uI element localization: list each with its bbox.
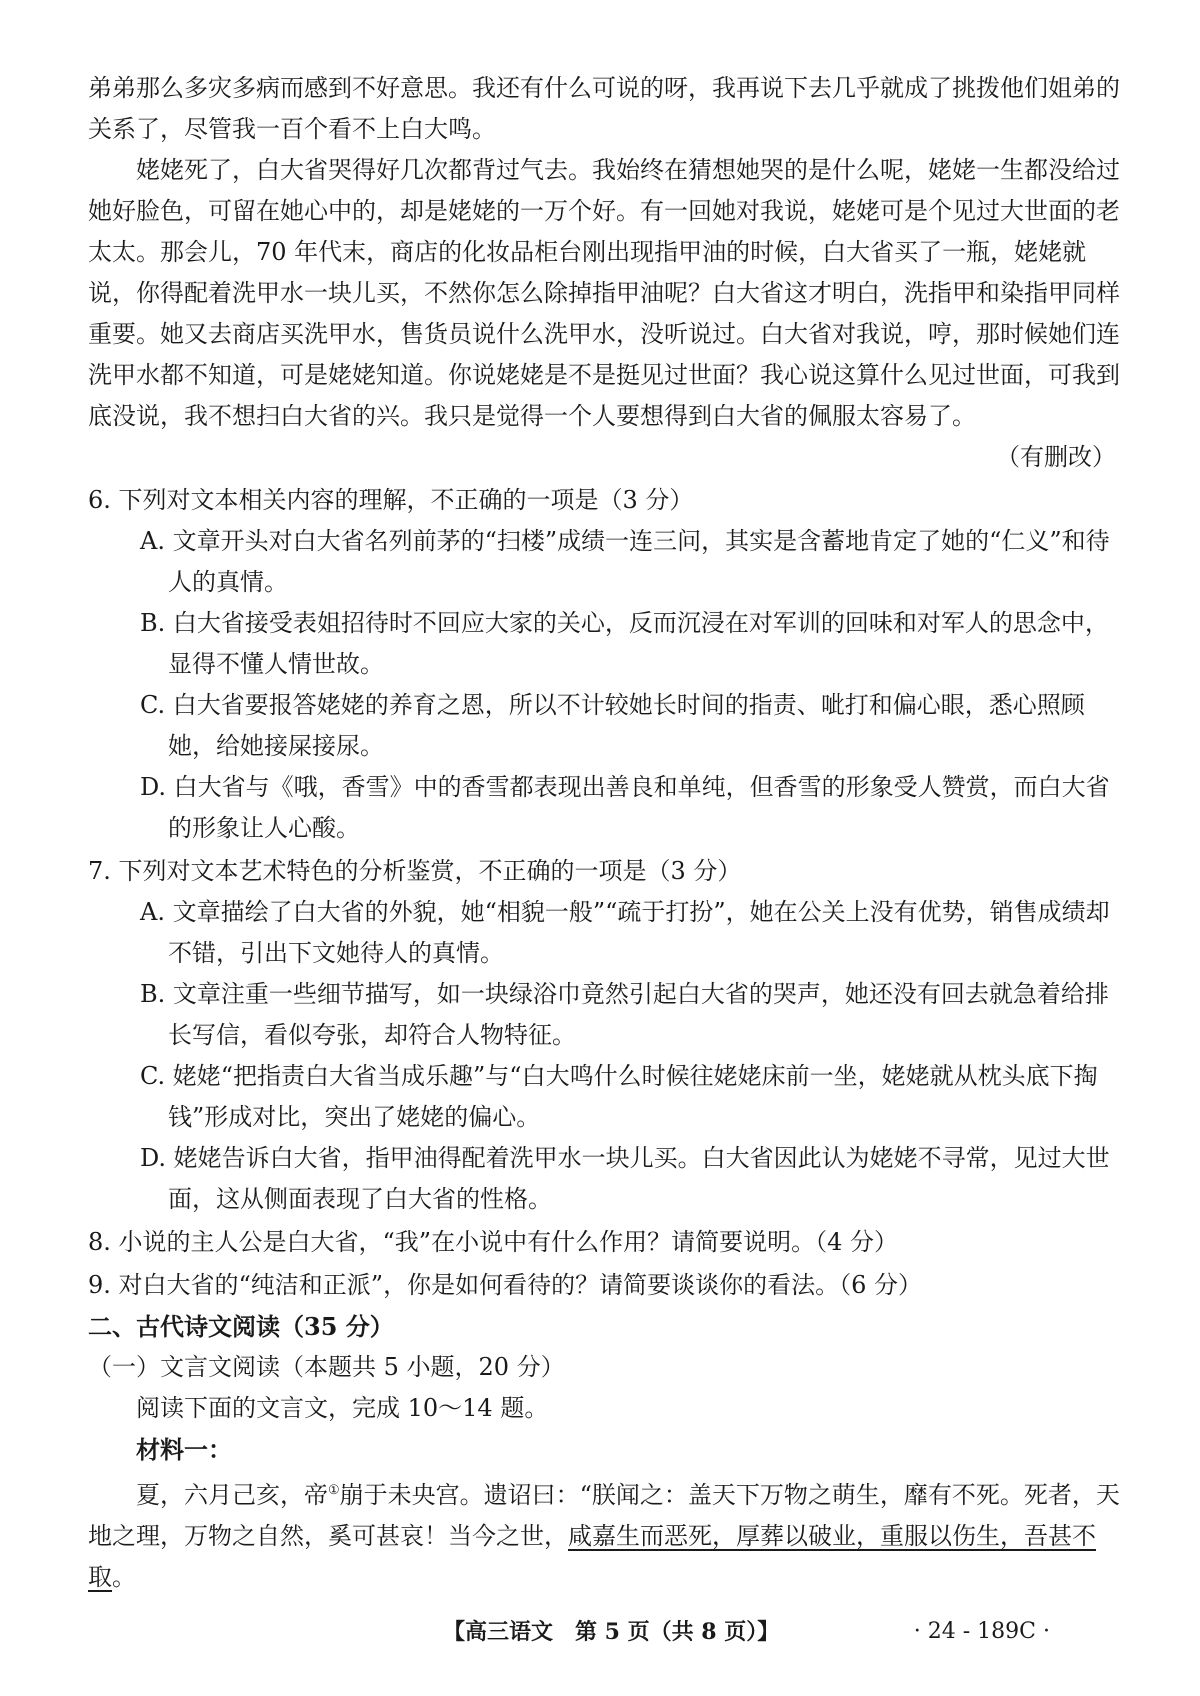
passage-paragraph: 姥姥死了，白大省哭得好几次都背过气去。我始终在猜想她哭的是什么呢，姥姥一生都没给过她好脸色，可留在她心中的，却是姥姥的一万个好。有一回她对我说，姥姥可是个见过大世面的老太太。那会儿，70 年代末，商店的化妆品柜台刚出现指甲油的时候，白大省买了一瓶，姥姥就说，你得配着洗甲水一块儿买，不然你怎么除掉指甲油呢？白大省这才明白，洗指甲和染指甲同样重要。她又去商店买洗甲水，售货员说什么洗甲水，没听说过。白大省对我说，哼，那时候她们连洗甲水都不知道，可是姥姥知道。你说姥姥是不是挺见过世面？我心说这算什么见过世面，可我到底没说，我不想扫白大省的兴。我只是觉得一个人要想得到白大省的佩服太容易了。	[88, 156, 1120, 430]
material-text	[88, 1470, 1128, 1598]
underlined-sentence: 咸嘉生而恶死，厚葬以破业，重服以伤生，吾甚不取	[88, 1522, 1096, 1591]
subsection-title: （一）文言文阅读（本题共 5 小题，20 分）	[88, 1353, 565, 1381]
question-7	[88, 851, 1128, 1220]
page-footer	[0, 1612, 1200, 1652]
option-d: D. 白大省与《哦，香雪》中的香雪都表现出善良和单纯，但香雪的形象受人赞赏，而白大省的形象让人心酸。	[140, 773, 1110, 842]
material-label: 材料一：	[136, 1435, 232, 1464]
instruction: 阅读下面的文言文，完成 10～14 题。	[136, 1394, 549, 1422]
option-c: C. 姥姥“把指责白大省当成乐趣”与“白大鸣什么时候往姥姥床前一坐，姥姥就从枕头底下掏钱”形成对比，突出了姥姥的偏心。	[140, 1062, 1098, 1131]
footnote-marker: ①	[328, 1483, 340, 1498]
material-text-part: 崩于未央宫。遗诏曰：“朕闻之：盖天下万物之萌生，靡有不死。死者，天地之理，万物之自然，奚可甚哀！当今之世，	[88, 1481, 1120, 1550]
page-content	[88, 68, 1128, 1598]
question-9: 9. 对白大省的“纯洁和正派”，你是如何看待的？请简要谈谈你的看法。（6 分）	[88, 1271, 922, 1299]
footer-page-info: 【高三语文 第 5 页（共 8 页）】	[443, 1619, 780, 1645]
question-8: 8. 小说的主人公是白大省，“我”在小说中有什么作用？请简要说明。（4 分）	[88, 1228, 898, 1256]
question-stem: 7. 下列对文本艺术特色的分析鉴赏，不正确的一项是（3 分）	[88, 857, 742, 885]
material-text-part: 。	[112, 1563, 136, 1591]
section-title: 二、古代诗文阅读（35 分）	[88, 1312, 394, 1341]
passage-paragraph: 弟弟那么多灾多病而感到不好意思。我还有什么可说的呀，我再说下去几乎就成了挑拨他们姐弟的关系了，尽管我一百个看不上白大鸣。	[88, 74, 1120, 143]
source-note: （有删改）	[996, 443, 1116, 471]
option-d: D. 姥姥告诉白大省，指甲油得配着洗甲水一块儿买。白大省因此认为姥姥不寻常，见过大世面，这从侧面表现了白大省的性格。	[140, 1144, 1110, 1213]
option-b: B. 文章注重一些细节描写，如一块绿浴巾竟然引起白大省的哭声，她还没有回去就急着给排长写信，看似夸张，却符合人物特征。	[140, 980, 1109, 1049]
question-stem: 6. 下列对文本相关内容的理解，不正确的一项是（3 分）	[88, 486, 694, 514]
material-text-part: 夏，六月己亥，帝	[136, 1481, 328, 1509]
footer-code: · 24 - 189C ·	[913, 1619, 1050, 1644]
option-a: A. 文章描绘了白大省的外貌，她“相貌一般”“疏于打扮”，她在公关上没有优势，销售成绩却不错，引出下文她待人的真情。	[140, 898, 1110, 967]
option-c: C. 白大省要报答姥姥的养育之恩，所以不计较她长时间的指责、呲打和偏心眼，悉心照顾她，给她接屎接尿。	[140, 691, 1085, 760]
option-a: A. 文章开头对白大省名列前茅的“扫楼”成绩一连三问，其实是含蓄地肯定了她的“仁义”和待人的真情。	[140, 527, 1110, 596]
question-6	[88, 480, 1128, 849]
option-b: B. 白大省接受表姐招待时不回应大家的关心，反而沉浸在对军训的回味和对军人的思念中，显得不懂人情世故。	[140, 609, 1109, 678]
